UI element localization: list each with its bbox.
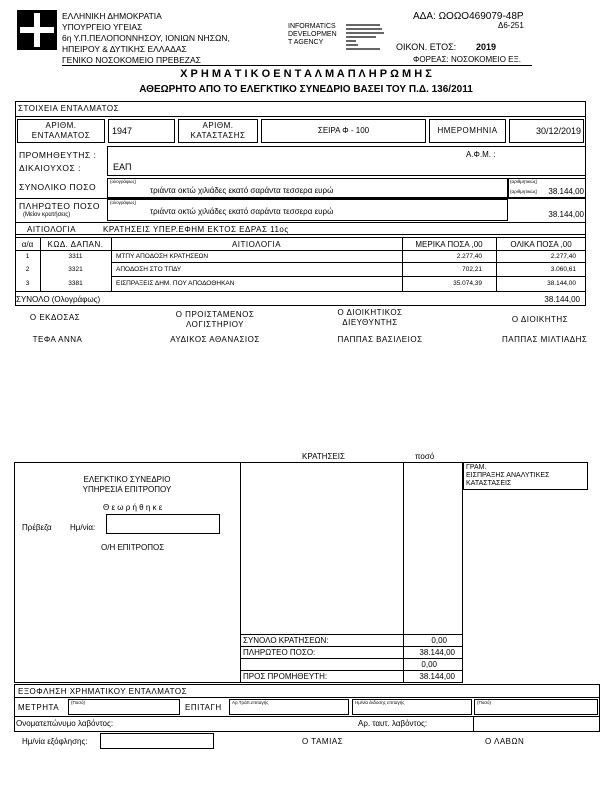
supplier-box — [107, 146, 586, 176]
section-title: ΣΤΟΙΧΕΙΑ ΕΝΤΑΛΜΑΤΟΣ — [18, 104, 120, 113]
to-supplier-amount: 38.144,00 — [419, 672, 455, 681]
cumulative-amount: 2.277,40 — [550, 253, 576, 260]
issuer-role: Ο ΕΚΔΟΣΑΣ — [29, 313, 81, 322]
order-number-label — [17, 121, 105, 141]
gram-line: ΓΡΑΜ. — [466, 464, 487, 471]
line-description: ΑΠΟΔΟΣΗ ΣΤΟ ΤΠΔΥ — [116, 266, 182, 273]
cash-amount-label: (Ποσό) — [71, 700, 86, 705]
supplier-name: ΕΑΠ — [113, 162, 132, 172]
label-line: ΕΝΤΑΛΜΑΤΟΣ — [31, 131, 91, 140]
column-header: ΑΙΤΙΟΛΟΓΙΑ — [231, 240, 282, 249]
column-header: α/α — [21, 240, 34, 249]
audit-frame — [14, 462, 463, 683]
blank-amount: 0,00 — [421, 660, 437, 669]
supplier-label — [19, 149, 96, 175]
row-number: 2 — [25, 266, 30, 273]
governor-role: Ο ΔΙΟΙΚΗΤΗΣ — [511, 315, 569, 324]
label-line: ΑΡΙΘΜ. — [202, 121, 234, 130]
row-number: 3 — [25, 280, 30, 287]
date-label: ΗΜΕΡΟΜΗΝΙΑ — [437, 126, 498, 135]
label-line: ΔΙΚΑΙΟΥΧΟΣ : — [19, 163, 82, 173]
in-numbers-label: (αριθμητικώς) — [510, 189, 538, 194]
expense-code: 3311 — [68, 253, 83, 260]
column-header: ΚΩΔ. ΔΑΠΑΝ. — [47, 240, 104, 249]
row-divider — [111, 262, 586, 263]
reason-text: ΚΡΑΤΗΣΕΙΣ ΥΠΕΡ.ΕΦΗΜ ΕΚΤΟΣ ΕΔΡΑΣ 11ος — [103, 225, 289, 234]
divider — [240, 646, 463, 647]
receiver-label: Ο ΛΑΒΩΝ — [485, 737, 525, 746]
cheque-amount-field[interactable] — [474, 699, 598, 715]
column-header: ΟΛΙΚΑ ΠΟΣΑ ,00 — [510, 240, 572, 249]
issuer-name: ΤΕΦΑ ΑΝΝΑ — [32, 335, 83, 344]
settlement-date-field[interactable] — [100, 733, 214, 749]
org-line: ΕΛΛΗΝΙΚΗ ΔΗΜΟΚΡΑΤΙΑ — [62, 11, 162, 21]
payable-label: ΠΛΗΡΩΤΕΟ ΠΟΣΟ: — [243, 648, 316, 657]
org-line: ΗΠΕΙΡΟΥ & ΔΥΤΙΚΗΣ ΕΛΛΑΔΑΣ — [62, 44, 187, 54]
gram-label — [466, 464, 549, 488]
reference-code: Δ6-251 — [498, 21, 524, 30]
expense-code: 3381 — [68, 280, 83, 287]
payable-amount: 38.144,00 — [548, 210, 584, 219]
payable-words: τριάντα οκτώ χιλιάδες εκατό σαράντα τεσσερα ευρώ — [150, 207, 334, 216]
divider — [473, 716, 474, 732]
series: ΣΕΙΡΑ Φ - 100 — [317, 126, 370, 135]
role-line: ΔΙΕΥΘΥΝΤΗΣ — [342, 318, 398, 327]
cheque-number-label: Αρ.Τράπ.επιταγής — [232, 700, 269, 705]
partial-amount: 2.277,40 — [456, 253, 482, 260]
in-words-label: (ολογράφως) — [110, 179, 137, 184]
label-line: ΚΑΤΑΣΤΑΣΗΣ — [190, 131, 246, 140]
deductions-header: ΚΡΑΤΗΣΕΙΣ — [302, 452, 345, 461]
divider — [240, 658, 463, 659]
afm-label: Α.Φ.Μ. : — [466, 150, 496, 159]
row-number: 1 — [25, 253, 30, 260]
accounting-head-role — [150, 310, 280, 330]
label-line: ΑΡΙΘΜ. — [45, 121, 77, 130]
divider — [14, 697, 600, 698]
gram-line: ΕΙΣΠΡΑΞΗΣ ΑΝΑΛΥΤΙΚΕΣ — [466, 472, 550, 479]
role-line: Ο ΔΙΟΙΚΗΤΙΚΟΣ — [337, 308, 403, 317]
total-words: τριάντα οκτώ χιλιάδες εκατό σαράντα τεσσερα ευρώ — [150, 186, 334, 195]
city-label: Πρέβεζα — [22, 523, 52, 532]
divider — [15, 222, 586, 223]
recipient-label: Ονοματεπώνυμο λαβόντος: — [16, 719, 114, 728]
in-words-label: (ολογράφως) — [110, 200, 137, 205]
recipient-id-label: Αρ. ταυτ. λαβόντος: — [358, 719, 428, 728]
amount-header: ποσό — [415, 452, 435, 461]
gram-line: ΚΑΤΑΣΤΑΣΕΙΣ — [466, 480, 512, 487]
org-line: 6η Υ.Π.ΠΕΛΟΠΟΝΝΗΣΟΥ, ΙΟΝΙΩΝ ΝΗΣΩΝ, — [62, 33, 230, 43]
audit-office-line: ΥΠΗΡΕΣΙΑ ΕΠΙΤΡΟΠΟΥ — [82, 485, 172, 494]
document-subtitle: ΑΘΕΩΡΗΤΟ ΑΠΟ ΤΟ ΕΛΕΓΚΤΙΚΟ ΣΥΝΕΔΡΙΟ ΒΑΣΕΙ ΤΟΥ Π.Δ. 136/2011 — [139, 84, 473, 95]
sum-label: ΣΥΝΟΛΟ (Ολογράφως) — [16, 295, 101, 304]
payable-sublabel: (Μείον κρατήσεις) — [23, 212, 71, 218]
informatics-line: DEVELOPMEN — [288, 31, 337, 38]
approval-date-field[interactable] — [106, 514, 220, 534]
cheque-amount-label: (Ποσό) — [477, 700, 492, 705]
settlement-date-label: Ημ/νία εξόφλησης: — [22, 737, 88, 746]
agency-fine-print — [346, 22, 386, 52]
divider — [15, 116, 586, 117]
divider — [240, 670, 463, 671]
state-number-label — [178, 121, 258, 141]
document-title: Χ Ρ Η Μ Α Τ Ι Κ Ο Ε Ν Τ Α Λ Μ Α Π Λ Η Ρ Ω Μ Η Σ — [180, 68, 432, 80]
audit-office — [14, 475, 240, 495]
commissioner-label: Ο/Η ΕΠΙΤΡΟΠΟΣ — [101, 543, 165, 552]
audit-office-line: ΕΛΕΓΚΤΙΚΟ ΣΥΝΕΔΡΙΟ — [83, 475, 171, 484]
row-divider — [111, 276, 586, 277]
divider — [240, 634, 463, 635]
line-description: ΜΤΠΥ ΑΠΟΔΟΣΗ ΚΡΑΤΗΣΕΩΝ — [116, 253, 209, 260]
partial-amount: 35.074,39 — [453, 280, 482, 287]
in-numbers-label: (αριθμητικώς) — [510, 179, 538, 184]
agency-label: ΦΟΡΕΑΣ: ΝΟΣΟΚΟΜΕΙΟ ΕΞ. — [413, 55, 521, 64]
cumulative-amount: 38.144,00 — [547, 280, 576, 287]
accounting-head-name: ΑΥΔΙΚΟΣ ΑΘΑΝΑΣΙΟΣ — [170, 335, 260, 344]
expense-code: 3321 — [68, 266, 83, 273]
divider — [14, 716, 600, 717]
divider — [240, 462, 241, 683]
fiscal-year: 2019 — [476, 42, 497, 52]
logo — [17, 10, 57, 50]
organization-block — [62, 11, 230, 66]
total-deductions-label: ΣΥΝΟΛΟ ΚΡΑΤΗΣΕΩΝ: — [243, 636, 329, 645]
payable-amount: 38.144,00 — [419, 648, 455, 657]
cheque-label: ΕΠΙΤΑΓΗ — [185, 703, 222, 712]
ada-code: ΑΔΑ: ΩΟΩΟ469079-48Ρ — [413, 11, 524, 22]
partial-amount: 702,21 — [462, 266, 482, 273]
label-line: ΠΡΟΜΗΘΕΥΤΗΣ : — [19, 150, 97, 160]
cross-emblem-icon — [17, 10, 57, 50]
order-date: 30/12/2019 — [535, 126, 581, 136]
org-line: ΓΕΝΙΚΟ ΝΟΣΟΚΟΜΕΙΟ ΠΡΕΒΕΖΑΣ — [62, 55, 201, 65]
header-divider — [62, 65, 532, 66]
approval-date-label: Ημ/νία: — [70, 523, 96, 532]
informatics-line: INFORMATICS — [288, 23, 336, 30]
governor-name: ΠΑΠΠΑΣ ΜΙΛΤΙΑΔΗΣ — [502, 335, 588, 344]
to-supplier-label: ΠΡΟΣ ΠΡΟΜΗΘΕΥΤΗ: — [243, 672, 328, 681]
admin-director-role — [300, 308, 440, 328]
cashier-label: Ο ΤΑΜΙΑΣ — [302, 737, 344, 746]
sum-amount: 38.144,00 — [544, 295, 580, 304]
admin-director-name: ΠΑΠΠΑΣ ΒΑΣΙΛΕΙΟΣ — [337, 335, 423, 344]
total-deductions: 0,00 — [431, 636, 447, 645]
role-line: Ο ΠΡΟΙΣΤΑΜΕΝΟΣ — [175, 310, 255, 319]
cumulative-amount: 3.060,61 — [550, 266, 576, 273]
total-label: ΣΥΝΟΛΙΚΟ ΠΟΣΟ — [19, 182, 97, 192]
total-amount: 38.144,00 — [548, 187, 584, 196]
reason-label: ΑΙΤΙΟΛΟΓΙΑ — [27, 225, 77, 234]
settlement-title: ΕΞΟΦΛΗΣΗ ΧΡΗΜΑΤΙΚΟΥ ΕΝΤΑΛΜΑΤΟΣ — [18, 687, 188, 696]
order-number: 1947 — [112, 126, 133, 136]
org-line: ΥΠΟΥΡΓΕΙΟ ΥΓΕΙΑΣ — [62, 22, 143, 32]
fiscal-year-label: ΟΙΚΟΝ. ΕΤΟΣ: — [396, 42, 457, 52]
cheque-date-label: Ημ/νία έκδοσης επιταγής — [355, 700, 405, 705]
column-header: ΜΕΡΙΚΑ ΠΟΣΑ ,00 — [415, 240, 483, 249]
approved-label: Θ ε ω ρ ή θ η κ ε — [103, 503, 163, 512]
divider — [15, 234, 586, 235]
line-description: ΕΙΣΠΡΑΞΕΙΣ ΔΗΜ. ΠΟΥ ΑΠΟΔΟΘΗΚΑΝ — [116, 280, 235, 287]
informatics-block — [288, 23, 337, 47]
payable-label: ΠΛΗΡΩΤΕΟ ΠΟΣΟ — [19, 201, 100, 211]
table-header-divider — [15, 250, 586, 251]
cash-label: ΜΕΤΡΗΤΑ — [18, 703, 60, 712]
informatics-line: T AGENCY — [288, 39, 324, 46]
role-line: ΛΟΓΙΣΤΗΡΙΟΥ — [186, 320, 244, 329]
